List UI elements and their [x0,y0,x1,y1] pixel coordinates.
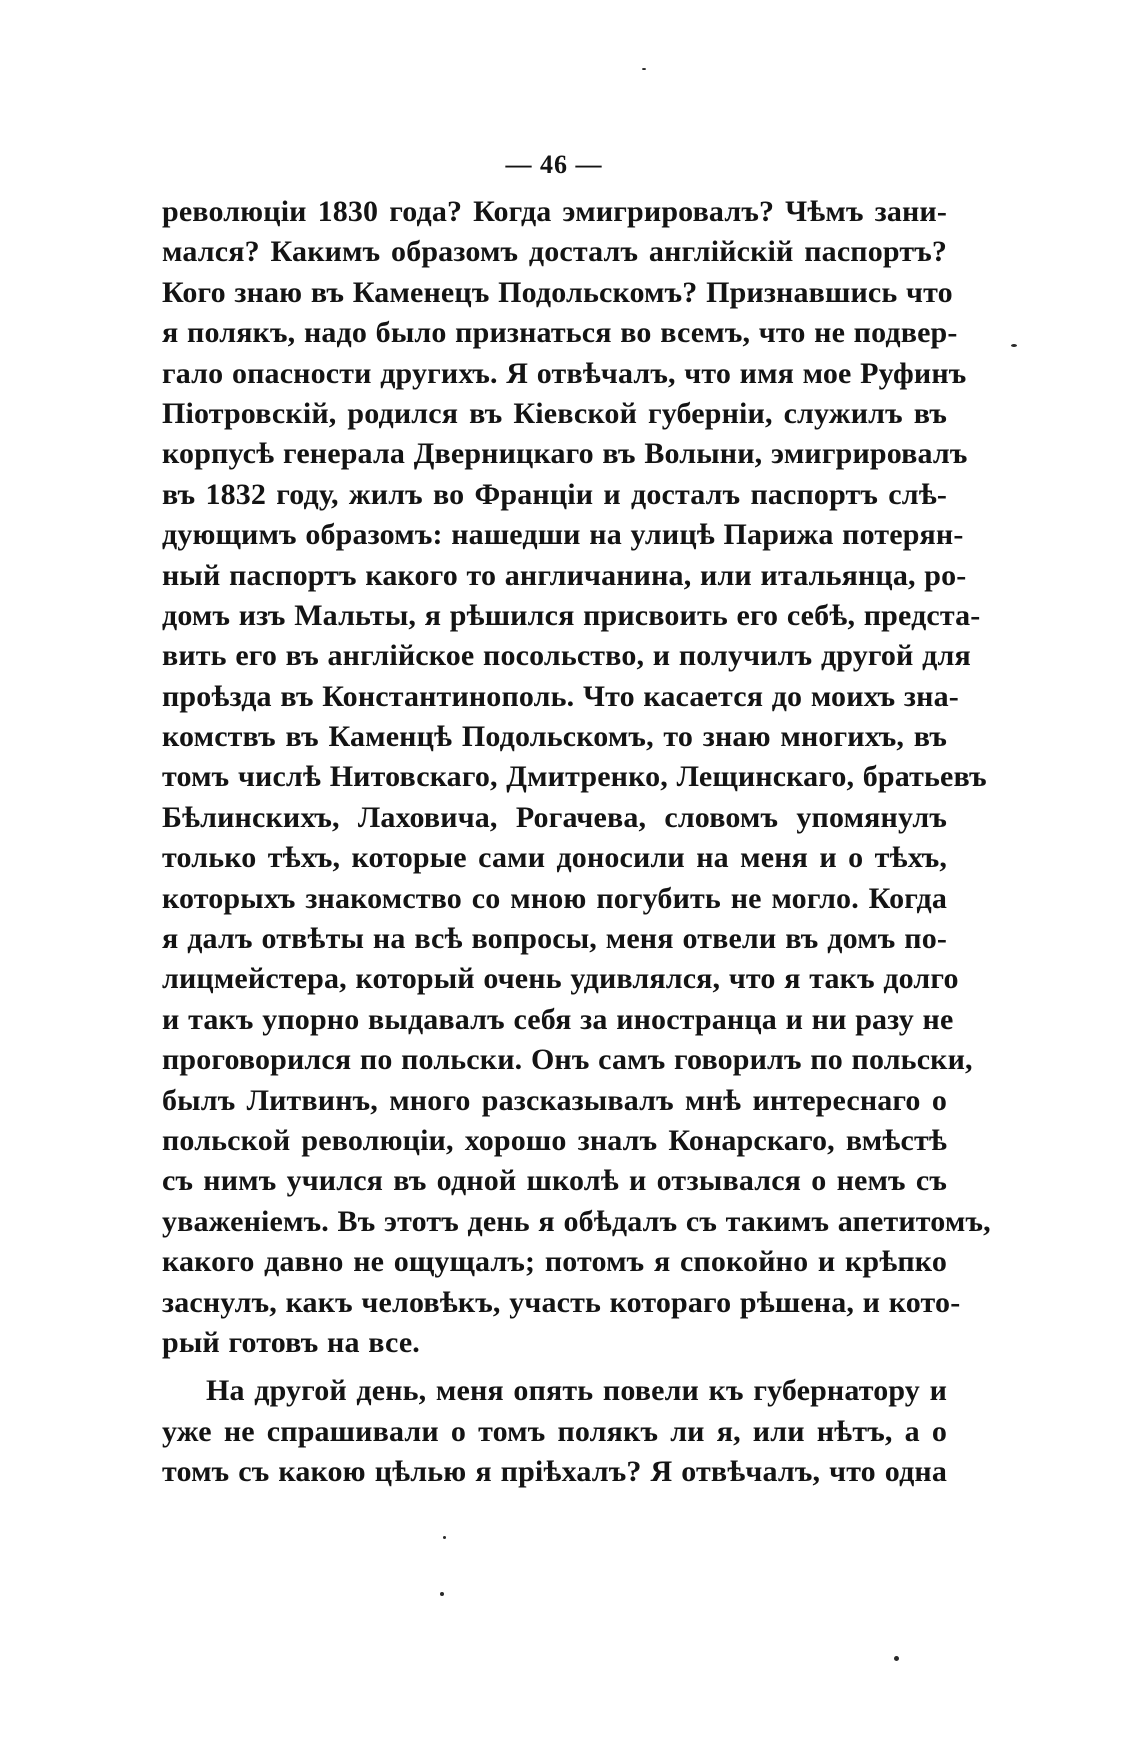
scan-speck [1011,344,1017,347]
text-line: я далъ отвѣты на всѣ вопросы, меня отвели въ домъ по- [162,922,947,956]
text-line: ный паспортъ какого то англичанина, или итальянца, ро- [162,558,967,592]
text-line: былъ Литвинъ, много разсказывалъ мнѣ интереснаго о [162,1083,947,1117]
text-line: вить его въ англійское посольство, и получилъ другой для [162,639,971,673]
text-line: корпусѣ генерала Дверницкаго въ Волыни, эмигрировалъ [162,437,968,471]
text-line: Бѣлинскихъ, Лаховича, Рогачева, словомъ упомянулъ [162,800,947,834]
paragraph-1 [162,192,991,1363]
text-body [162,192,991,1493]
text-line: проговорился по польски. Онъ самъ говорилъ по польски, [162,1043,973,1077]
text-line: уваженіемъ. Въ этотъ день я обѣдалъ съ такимъ апетитомъ, [162,1204,991,1238]
text-line: проѣзда въ Константинополь. Что касается до моихъ зна- [162,679,959,713]
text-line: я полякъ, надо было признаться во всемъ, что не подвер- [162,316,958,350]
text-line: дующимъ образомъ: нашедши на улицѣ Парижа потерян- [162,518,964,552]
text-line: заснулъ, какъ человѣкъ, участь котораго рѣшена, и кото- [162,1285,961,1319]
scan-speck [894,1656,899,1661]
text-line: На другой день, меня опять повели къ губернатору и [206,1374,947,1408]
scan-speck [440,1592,444,1596]
text-line: революціи 1830 года? Когда эмигрировалъ? Чѣмъ зани- [162,195,947,228]
text-line: только тѣхъ, которые сами доносили на меня и о тѣхъ, [162,841,947,875]
text-line: и такъ упорно выдавалъ себя за иностранца и ни разу не [162,1002,954,1036]
text-line: уже не спрашивали о томъ полякъ ли я, или нѣтъ, а о [162,1414,947,1448]
paragraph-2 [162,1371,947,1492]
text-line: мался? Какимъ образомъ досталъ англійскій паспортъ? [162,235,947,269]
text-line: польской революціи, хорошо зналъ Конарскаго, вмѣстѣ [162,1123,947,1157]
text-line: которыхъ знакомство со мною погубить не могло. Когда [162,881,947,915]
text-line: комствъ въ Каменцѣ Подольскомъ, то знаю многихъ, въ [162,720,947,754]
text-line: рый готовъ на все. [162,1325,420,1359]
text-line: гало опасности другихъ. Я отвѣчалъ, что имя мое Руфинъ [162,356,967,390]
text-line: Кого знаю въ Каменецъ Подольскомъ? Признавшись что [162,275,953,309]
text-line: въ 1832 году, жилъ во Франціи и досталъ паспортъ слѣ- [162,477,947,511]
text-line: какого давно не ощущалъ; потомъ я спокойно и крѣпко [162,1245,947,1279]
text-line: томъ съ какою цѣлью я пріѣхалъ? Я отвѣчалъ, что одна [162,1455,947,1489]
text-line: съ нимъ учился въ одной школѣ и отзывался о немъ съ [162,1164,947,1198]
paragraph-gap [162,1363,947,1371]
scan-speck [642,68,646,70]
text-line: томъ числѣ Нитовскаго, Дмитренко, Лещинскаго, братьевъ [162,760,987,794]
page-number: — 46 — [505,150,603,179]
text-line: Піотровскій, родился въ Кіевской губерніи, служилъ въ [162,396,947,430]
scan-speck [443,1536,446,1539]
text-line: лицмейстера, который очень удивлялся, что я такъ долго [162,962,959,996]
text-line: домъ изъ Мальты, я рѣшился присвоить его себѣ, предста- [162,598,981,632]
